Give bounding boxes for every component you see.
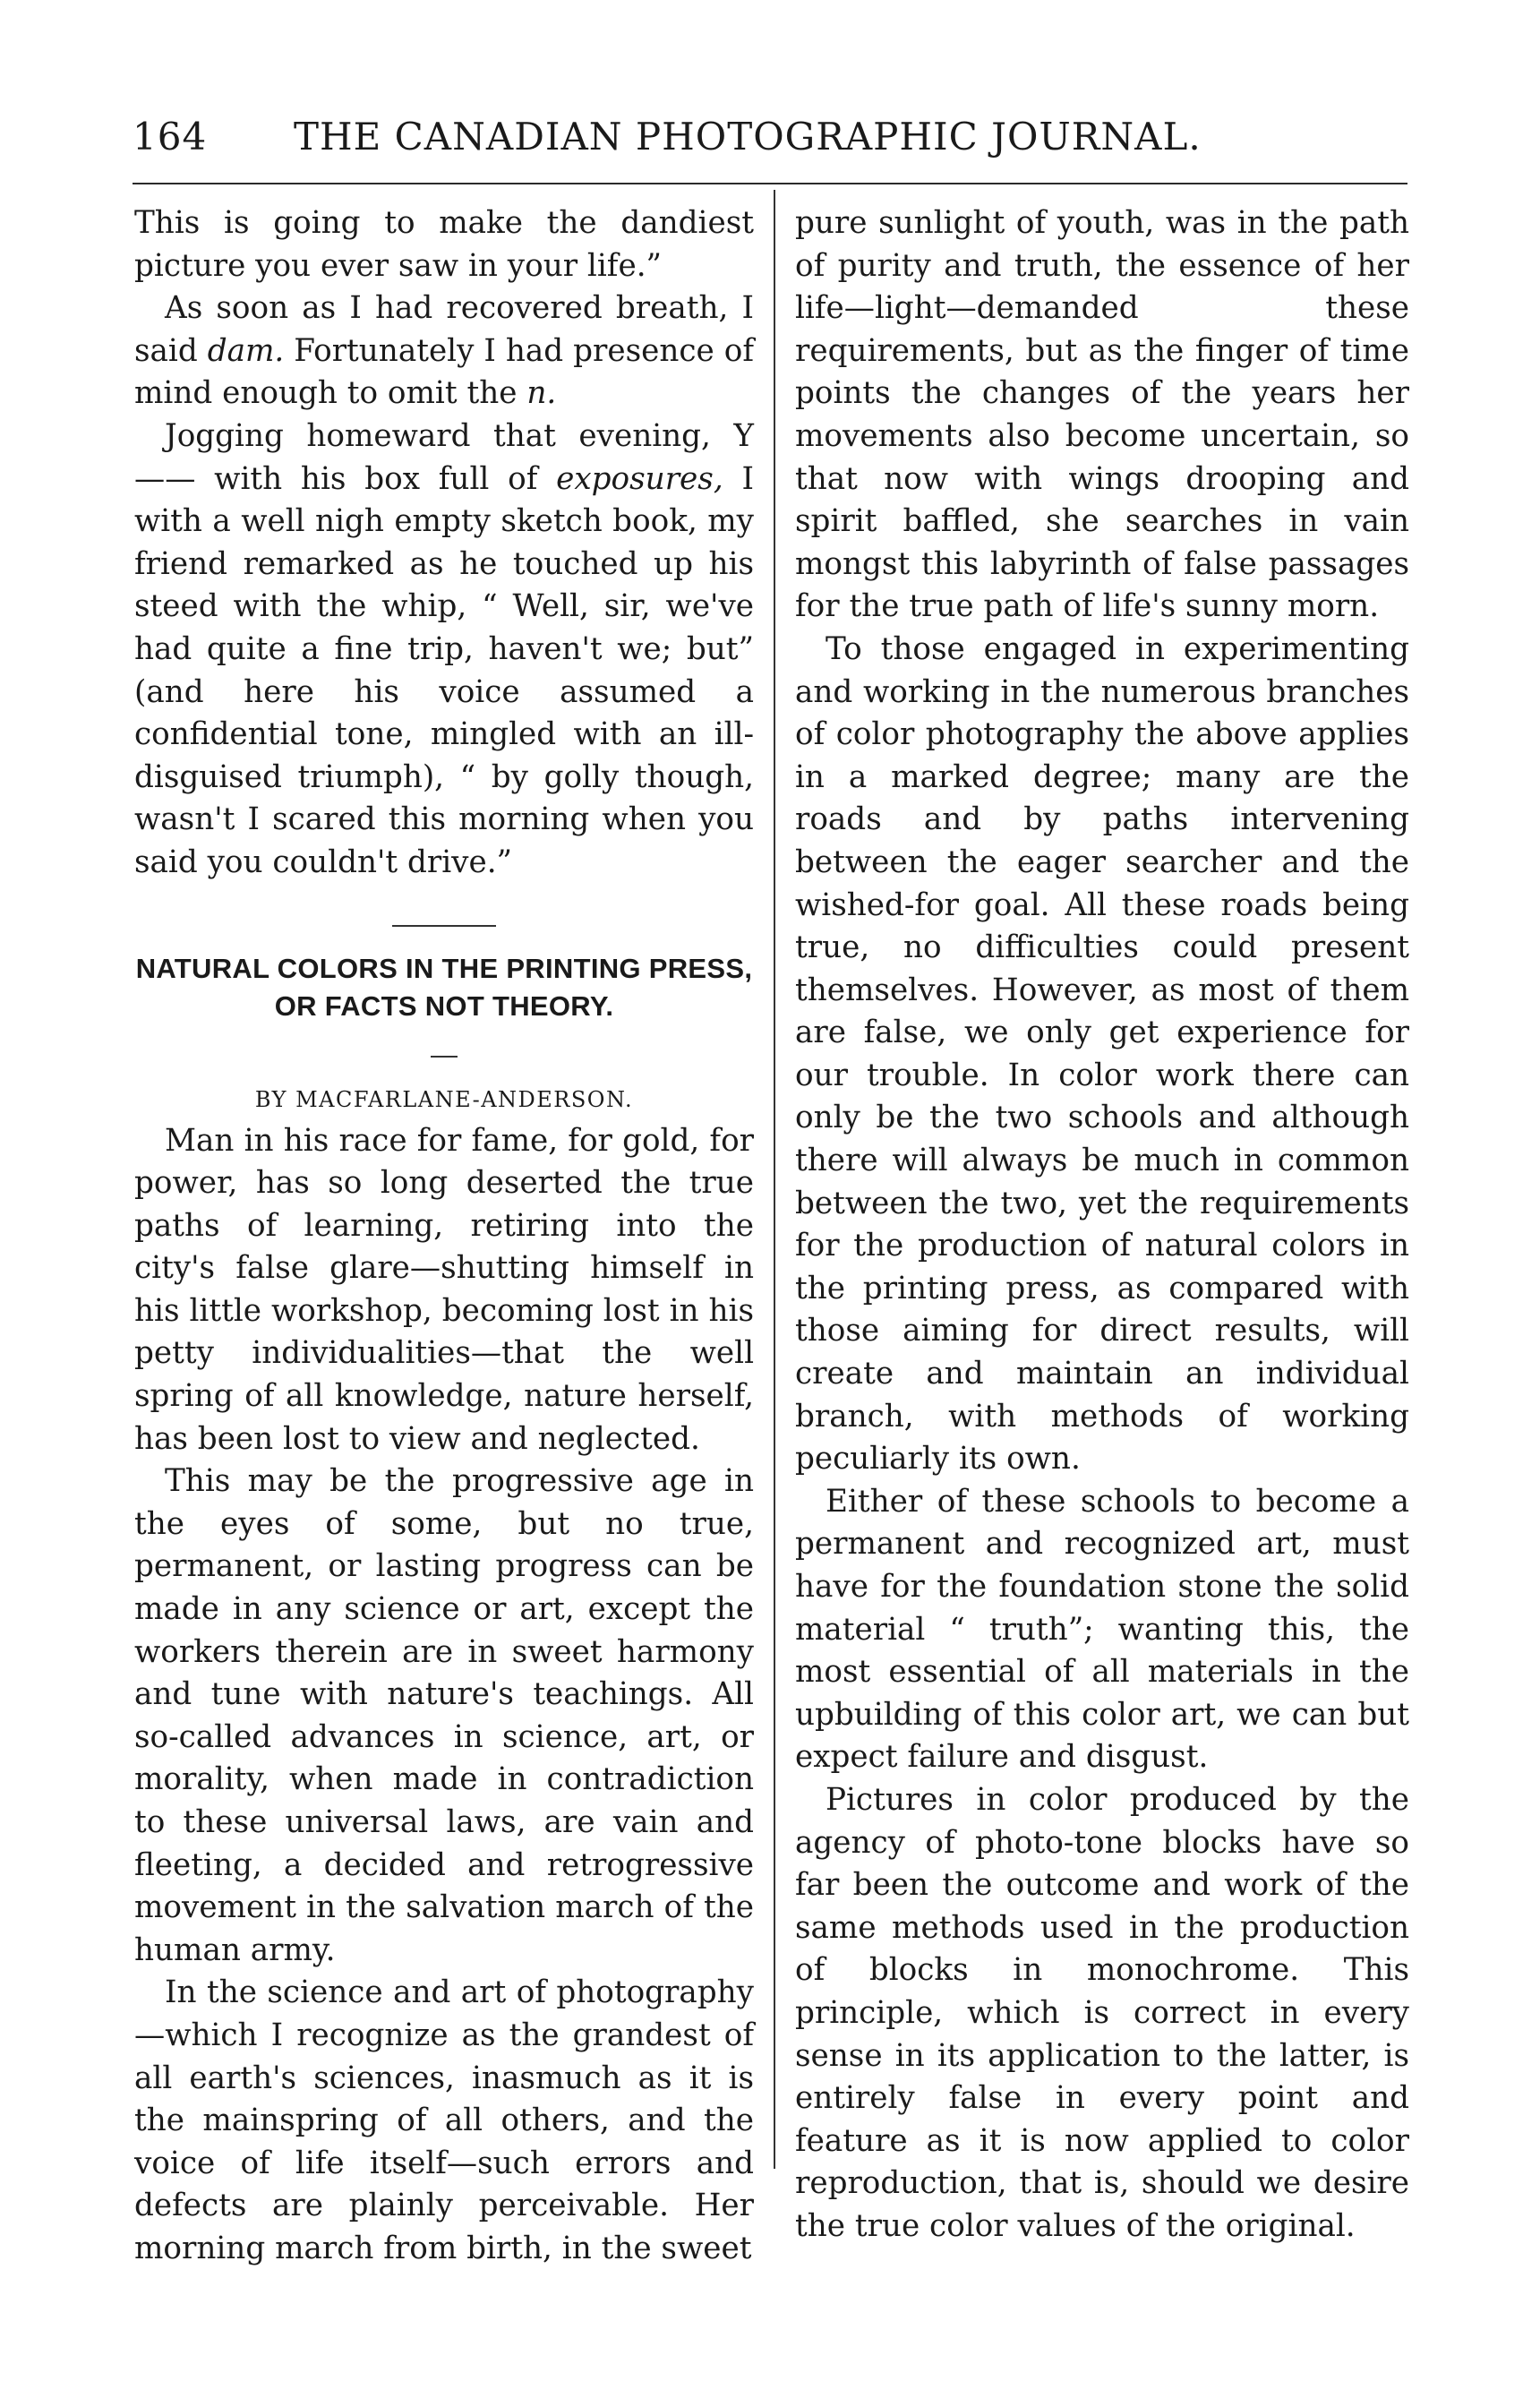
right-paragraph-1: pure sunlight of youth, was in the path of purity and truth, the essence of her life—light—demanded these requirements, but as the finger of time points the changes of the years her movements also become uncertain, so that now with wings drooping and spirit baffled, she searches in vain mongst this labyrinth of false passages for the true path of life's sunny morn. (795, 205, 1409, 625)
page-header (133, 115, 1422, 168)
left-column (134, 202, 754, 2271)
italic-word: n. (526, 375, 557, 412)
text-span: As soon as I had recovered breath, I said (134, 290, 754, 369)
section-separator-rule (392, 925, 496, 927)
left-paragraph-6: In the science and art of photography —which I recognize as the grandest of all earth's sciences, inasmuch as it is the mainspring of all others, and the voice of life itself—such errors and defects are plainly perceivable. Her morning march from birth, in the sweet (134, 1974, 754, 2266)
text-span: Jogging homeward that evening, Y—— with his box full of (134, 417, 754, 497)
right-paragraph-2: To those engaged in experimenting and working in the numerous branches of color photography the above applies in a marked degree; many are the roads and by paths intervening between the eager searcher and the wished-for goal. All these roads being true, no difficulties could present themselves. However, as most of them are false, we only get experience for our trouble. In color work there can only be the two schools and although there will always be much in common between the two, yet the requirements for the production of natural colors in the printing press, as compared with those aiming for direct results, will create and maintain an individual branch, with methods of working peculiarly its own. (795, 630, 1409, 1477)
article-byline: BY MACFARLANE-ANDERSON. (254, 1086, 634, 1112)
left-paragraph-3 (134, 415, 754, 885)
page-number: 164 (133, 115, 208, 158)
text-span: I with a well nigh empty sketch book, my friend remarked as he touched up his steed with the whip, “ Well, sir, we've had quite a fine trip, haven't we; but” (and here his voice assumed a confidential tone, mingled with an ill-disguised triumph), “ by golly though, wasn't I scared this morning when you said you couldn't drive.” (134, 460, 754, 880)
right-column (795, 202, 1409, 2248)
header-rule (133, 183, 1407, 184)
right-paragraph-4: Pictures in color produced by the agency of photo-tone blocks have so far been the outcome and work of the same methods used in the production of blocks in monochrome. This principle, which is correct in every sense in its application to the latter, is entirely false in every point and feature as it is now applied to color reproduction, that is, should we desire the true color values of the original. (795, 1781, 1409, 2244)
left-paragraph-4: Man in his race for fame, for gold, for power, has so long deserted the true paths of learning, retiring into the city's false glare—shutting himself in his little workshop, becoming lost in his petty individualities—that the well spring of all knowledge, nature herself, has been lost to view and neglected. (134, 1122, 754, 1457)
article-title: NATURAL COLORS IN THE PRINTING PRESS, OR FACTS NOT THEORY. (135, 952, 753, 1022)
column-divider (774, 190, 775, 2169)
title-separator-rule (431, 1056, 458, 1058)
left-paragraph-2 (134, 287, 754, 415)
italic-word: dam. (207, 332, 285, 369)
text-span: Fortunately I had presence of mind enough to omit the (134, 332, 754, 412)
right-paragraph-3: Either of these schools to become a permanent and recognized art, must have for the foundation stone the solid material “ truth”; wanting this, the most essential of all materials in the upbuilding of this color art, we can but expect failure and disgust. (795, 1483, 1409, 1776)
left-paragraph-1: This is going to make the dandiest picture you ever saw in your life.” (134, 205, 754, 284)
journal-title: THE CANADIAN PHOTOGRAPHIC JOURNAL. (294, 115, 1202, 158)
left-paragraph-5: This may be the progressive age in the eyes of some, but no true, permanent, or lasting progress can be made in any science or art, except the workers therein are in sweet harmony and tune with nature's teachings. All so-called advances in science, art, or morality, when made in contradiction to these universal laws, are vain and fleeting, a decided and retrogressive movement in the salvation march of the human army. (134, 1463, 754, 1968)
italic-word: exposures, (556, 460, 723, 497)
